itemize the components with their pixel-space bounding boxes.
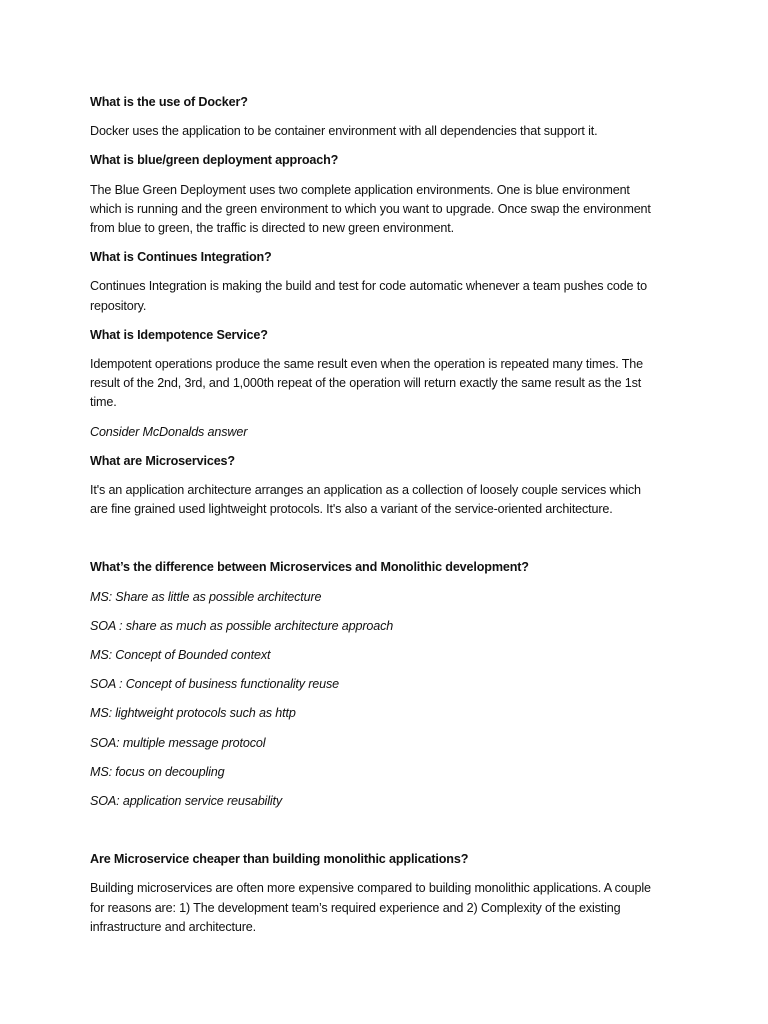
comparison-list	[90, 588, 688, 812]
answer-line: repository.	[90, 298, 147, 313]
question-blue-green: What is blue/green deployment approach?	[90, 153, 339, 168]
list-item: MS: lightweight protocols such as http	[90, 706, 296, 721]
list-item: SOA : share as much as possible architecture approach	[90, 618, 394, 633]
answer-cost	[90, 879, 688, 937]
list-item: SOA : Concept of business functionality reuse	[90, 677, 339, 692]
question-idempotence: What is Idempotence Service?	[90, 327, 268, 342]
list-item: MS: Concept of Bounded context	[90, 648, 271, 663]
list-item: SOA: multiple message protocol	[90, 735, 266, 750]
question-continues-integration: What is Continues Integration?	[90, 250, 272, 265]
answer-continues-integration	[90, 277, 688, 315]
answer-line: Building microservices are often more expensive compared to building monolithic applications. A couple	[90, 881, 651, 896]
answer-line: for reasons are: 1) The development team’s required experience and 2) Complexity of the existing	[90, 900, 621, 915]
answer-idempotence	[90, 355, 688, 413]
note-mcdonalds: Consider McDonalds answer	[90, 424, 248, 439]
answer-line: The Blue Green Deployment uses two complete application environments. One is blue environment	[90, 182, 630, 197]
list-item: SOA: application service reusability	[90, 794, 282, 809]
answer-line: Idempotent operations produce the same result even when the operation is repeated many times. The	[90, 357, 643, 372]
question-ms-vs-monolithic: What’s the difference between Microservices and Monolithic development?	[90, 560, 529, 575]
answer-line: time.	[90, 395, 117, 410]
answer-microservices	[90, 481, 688, 519]
answer-line: infrastructure and architecture.	[90, 919, 256, 934]
answer-docker: Docker uses the application to be container environment with all dependencies that support it.	[90, 124, 598, 139]
list-item: MS: focus on decoupling	[90, 764, 225, 779]
answer-line: which is running and the green environment to which you want to upgrade. Once swap the environment	[90, 201, 651, 216]
answer-line: It's an application architecture arranges an application as a collection of loosely couple services which	[90, 483, 641, 498]
answer-blue-green	[90, 181, 688, 239]
answer-line: from blue to green, the traffic is directed to new green environment.	[90, 221, 454, 236]
answer-line: are fine grained used lightweight protocols. It's also a variant of the service-oriented architecture.	[90, 502, 613, 517]
question-cost: Are Microservice cheaper than building monolithic applications?	[90, 852, 469, 867]
question-microservices: What are Microservices?	[90, 453, 235, 468]
list-item: MS: Share as little as possible architecture	[90, 589, 322, 604]
answer-line: result of the 2nd, 3rd, and 1,000th repeat of the operation will return exactly the same result as the 1st	[90, 376, 642, 391]
answer-line: Continues Integration is making the build and test for code automatic whenever a team pushes code to	[90, 279, 647, 294]
question-docker: What is the use of Docker?	[90, 95, 248, 109]
